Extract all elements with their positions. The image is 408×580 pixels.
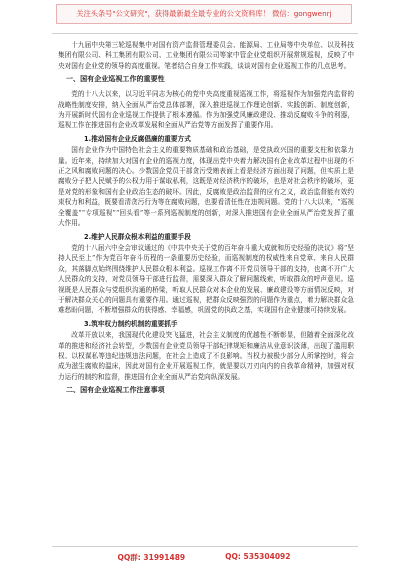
footer-divider [52,546,358,547]
section-heading-1: 一、国有企业巡视工作的重要性 [66,75,165,84]
promo-banner [56,4,352,24]
subsection-heading-1: 1.推动国有企业反腐倡廉的重要方式 [84,134,191,143]
footer-qq-group: QQ群: 31991489 [117,553,186,562]
intro-paragraph: 十九届中央第三轮巡视集中对国有资产监督管理委员会、能源局、工业局等中央单位、以及科技集团有限公司、科工集团有限公司、工业集团有限公司等家中管企业党组织开展常规巡视，反映了中央对国有企业党的领导的高度重视。笔者结合自身工作实践，谈谈对国有企业巡视工作的几点思考。 [58,41,354,70]
header-divider [52,33,358,34]
subsection-2-paragraph: 党的十八届六中全会审议通过的《中共中央关于党的百年奋斗重大成就和历史经验的决议》将“坚持人民至上”作为党百年奋斗历程的一条重要历史经验，而巡视制度的权威性来自党章、来自人民群众，其落脚点始终围绕维护人民群众根本利益。巡视工作离不开党员领导干部的支持，也离不开广大人民群众的支持，对党员领导干部进行监督，需要深入群众了解问题线索，听取群众的呼声意见。巡视既是人民群众与党组织沟通的桥梁，听取人民群众对本企业的发展、廉政建设等方面情况反映，对于解决群众关心的问题具有重要作用。通过巡视，把群众反映强烈的问题作为重点，着力解决群众急难愁盼问题，不断增强群众的获得感、幸福感，巩固党的执政之基，实现国有企业健康可持续发展。 [58,243,354,315]
page-footer [0,552,408,566]
footer-qq-contact: QQ: 535304092 [225,552,291,561]
subsection-heading-3: 3.筑牢权力制约机制的重要抓手 [84,319,178,328]
subsection-3-paragraph: 改革开放以来，我国现代化建设突飞猛进，社会主义制度的优越性不断彰显，但随着全面深化改革的推进和经济社会转型，少数国有企业党员领导干部纪律规矩和廉洁从业意识淡薄，出现了滥用职权、以权谋私等违纪违规违法问题，在社会上造成了不良影响。当权力被极少部分人所掌控时，将会成为滋生腐败的温床，因此对国有企业开展巡视工作，就是要以刀刃向内的自我革命精神，加强对权力运行的制约和监督，推进国有企业全面从严治党向纵深发展。 [58,331,354,381]
promo-banner-text: 关注头条号"公文研究"，获得最新最全最专业的公文资料库！ 微信：gongwenrj [76,9,332,18]
subsection-heading-2: 2.维护人民群众根本利益的重要手段 [84,232,191,241]
section-heading-2: 二、国有企业巡视工作注意事项 [66,386,165,395]
subsection-1-paragraph: 国有企业作为中国特色社会主义的重要物质基础和政治基础，是党执政兴国的重要支柱和依靠力量。近年来，持续加大对国有企业的巡视力度，体现出党中央着力解决国有企业改革过程中出现的不正之风和腐败问题的决心。少数国企党员干部贪污受贿表面上看是经济方面出现了问题，但实质上是腐败分子把人民赋予的公权力用于谋取私利，这既是对经济秩序的破坏，也是对社会秩序的破坏，更是对党的形象和国有企业政治生态的破坏。因此，反腐败是政治监督的应有之义，政治监督能有效约束权力和利益，既要看清贪污行为等在腐败问题，也要看清任性在违规问题。党的十八大以来，“巡视全覆盖”“专项巡视”“回头看”等一系列巡视制度的创新，对深入推进国有企业全面从严治党发挥了重大作用。 [58,146,354,228]
section-1-paragraph: 党的十八大以来，以习近平同志为核心的党中央高度重视巡视工作，将巡视作为加强党内监督的战略性制度安排，纳入全面从严治党总体部署，深入推进巡视工作理论创新、实践创新、制度创新，为开展新时代国有企业巡视工作提供了根本遵循。作为加强党风廉政建设、推动反腐败斗争的利器，巡视工作在推进国有企业改革发展和全面从严治党等方面发挥了重要作用。 [58,90,354,130]
document-body [58,40,354,400]
